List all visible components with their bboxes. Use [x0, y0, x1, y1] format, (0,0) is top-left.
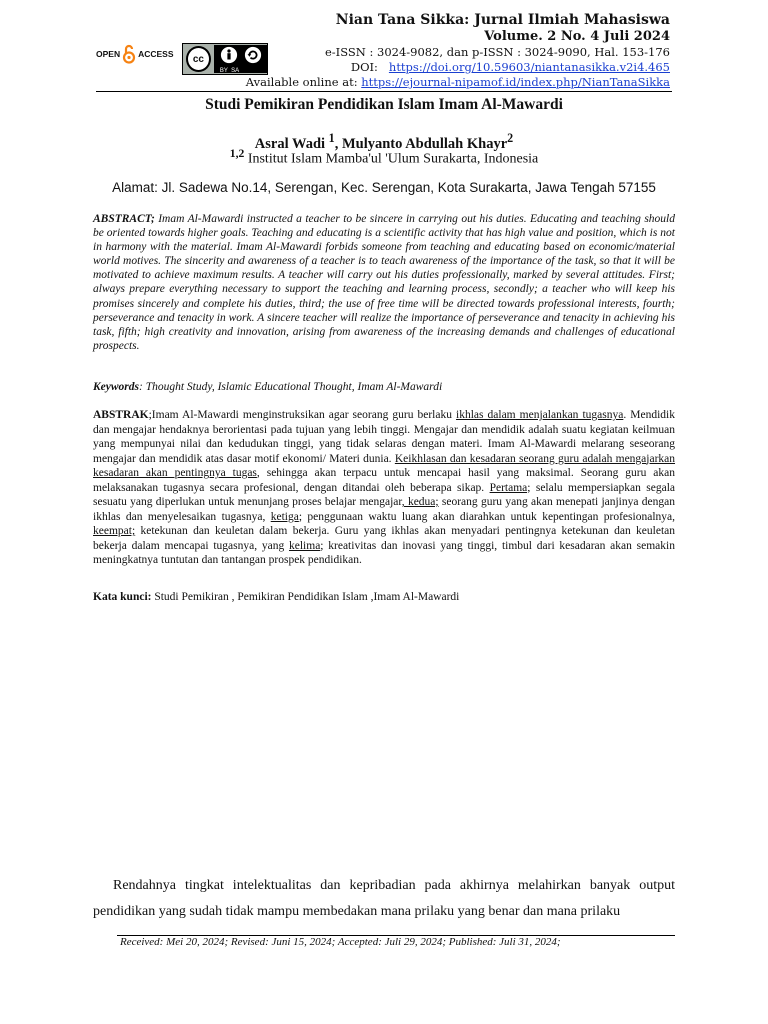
abstrak-label: ABSTRAK: [93, 409, 149, 421]
author-1: Asral Wadi: [254, 135, 326, 152]
author-1-sup: 1: [328, 131, 335, 145]
abstrak-underline-4: , kedua;: [401, 496, 439, 508]
abstrak-text-5: seorang guru yang akan menepati janjinya dengan ikhlas dan menyelesaikan tugasnya,: [93, 496, 675, 523]
abstrak-underline-5: ketiga: [270, 510, 299, 523]
abstrak-text-1: ;Imam Al-Mawardi menginstruksikan agar seorang guru berlaku: [148, 409, 457, 421]
kata-kunci: [93, 591, 675, 603]
open-access-left-text: OPEN: [96, 49, 121, 59]
journal-header: [246, 12, 670, 90]
paper-title: Studi Pemikiran Pendidikan Islam Imam Al-Mawardi: [205, 96, 563, 113]
abstrak-underline-3: Pertama;: [489, 481, 531, 494]
abstrak-text-8: ; kreativitas dan inovasi yang tinggi, timbul dari kesadaran akan semakin meningkatnya tuntutan dan tantangan prospek pendidikan.: [93, 539, 675, 566]
affiliation-sup: 1,2: [229, 147, 245, 160]
journal-doi: [246, 60, 670, 75]
abstrak-text-2: . Mendidik dan mengajar hendaknya berorientasi pada tujuan yang lebih tinggi. Mengajar dan mendidik adalah suatu kegiatan keilmuan yang mempunyai nilai dan kedudukan tinggi, yang tidak selaras dengan materi. Imam Al-Mawardi melarang seseorang mengajar dan mendidik atas dasar motif ekonomi/ Materi dunia.: [93, 409, 675, 465]
journal-available: [246, 75, 670, 90]
open-access-right-text: ACCESS: [138, 49, 174, 59]
journal-issn: e-ISSN : 3024-9082, dan p-ISSN : 3024-9090, Hal. 153-176: [324, 45, 670, 59]
author-2: Mulyanto Abdullah Khayr: [341, 135, 508, 152]
journal-volume: Volume. 2 No. 4 Juli 2024: [484, 29, 670, 44]
abstrak-underline-1: ikhlas dalam menjalankan tugasnya: [456, 409, 624, 421]
keywords-text: : Thought Study, Islamic Educational Thought, Imam Al-Mawardi: [139, 381, 443, 393]
affiliation-text: Institut Islam Mamba'ul 'Ulum Surakarta, Indonesia: [247, 151, 539, 167]
kata-kunci-text: Studi Pemikiran , Pemikiran Pendidikan Islam ,Imam Al-Mawardi: [151, 591, 460, 603]
doi-link[interactable]: https://doi.org/10.59603/niantanasikka.v2i4.465: [388, 60, 670, 74]
keywords-english: [93, 381, 675, 393]
address: Alamat: Jl. Sadewa No.14, Serengan, Kec. Serengan, Kota Surakarta, Jawa Tengah 57155: [112, 180, 656, 195]
abstrak-underline-6: keempat;: [93, 525, 136, 537]
cc-mark: cc: [192, 53, 204, 65]
cc-license-label: BY SA: [219, 68, 240, 74]
open-access-lock-icon: [122, 44, 136, 64]
abstract-english: [93, 212, 675, 353]
body-paragraph: [93, 873, 675, 925]
abstrak-underline-7: kelima: [289, 539, 321, 552]
author-2-sup: 2: [507, 131, 514, 145]
footer-dates: Received: Mei 20, 2024; Revised: Juni 15, 2024; Accepted: Juli 29, 2024; Published: Juli 31, 2024;: [120, 936, 561, 948]
abstrak-text-4: selalu mempersiapkan segala sesuatu yang diperlukan untuk menunjang proses belajar mengajar: [93, 481, 675, 508]
body-paragraph-text: Rendahnya tingkat intelektualitas dan kepribadian pada akhirnya melahirkan banyak output pendidikan yang sudah tidak mampu membedakan mana prilaku yang benar dan mana prilaku: [93, 878, 675, 919]
journal-url-link[interactable]: https://ejournal-nipamof.id/index.php/NianTanaSikka: [361, 75, 670, 89]
abstrak-text-7: ketekunan dan keuletan dalam bekerja. Guru yang ikhlas akan menyadari pentingnya ketekunan dan keuletan bekerja dalam mencapai tugasnya, yang: [93, 525, 675, 552]
abstrak-underline-2: Keikhlasan dan kesadaran seorang guru adalah mengajarkan kesadaran akan pentingnya tugas: [93, 452, 676, 479]
open-access-logo: [96, 44, 174, 64]
journal-name: Nian Tana Sikka: Jurnal Ilmiah Mahasiswa: [335, 12, 670, 28]
cc-icon: [186, 46, 211, 72]
abstrak-text-6: ; penggunaan waktu luang akan diarahkan untuk kepentingan profesionalnya,: [298, 510, 675, 523]
abstrak-text-3: , sehingga akan terpacu untuk mencapai hasil yang maksimal. Seorang guru akan melaksanakan tugasnya secara profesional, dengan ditandai oleh beberapa sikap.: [93, 467, 676, 494]
authors: Asral Wadi $^1$, Mulyanto Abdullah Khayr$^2$: [254, 131, 514, 152]
abstract-label: ABSTRACT;: [93, 213, 155, 225]
available-label: Available online at:: [245, 75, 358, 89]
kata-kunci-label: Kata kunci:: [93, 591, 152, 603]
header-divider: [96, 91, 672, 92]
doi-label: DOI:: [350, 60, 378, 74]
abstract-indonesian: [93, 408, 675, 568]
abstract-text: Imam Al-Mawardi instructed a teacher to be sincere in carrying out his duties. Educating and teaching should be oriented towards higher goals. Teaching and educating is a scientific activity that has high value and position, which is not in harmony with the material. Imam Al-Mawardi forbids someone from teaching and educating based on economic/material world motives. The sincerity and awareness of a teacher is to teach awareness of the importance of the task, so that it will be motivated to achieve maximum results. A teacher will carry out his duties professionally, marked by several attitudes. First; always prepare everything necessary to support the teaching and learning process, secondly; a teacher who will keep his promises sincerely and complete his duties, third; the use of free time will be directed towards professional interests, fourth; perseverance and tenacity in work. A sincere teacher will realize the importance of perseverance and tenacity in achieving his task, fifth; high creativity and innovation, arising from awareness of the increasing demands and challenges of educational prospects.: [93, 213, 675, 352]
keywords-label: Keywords: [93, 381, 139, 393]
person-icon: [220, 46, 238, 64]
affiliation: [0, 147, 768, 168]
